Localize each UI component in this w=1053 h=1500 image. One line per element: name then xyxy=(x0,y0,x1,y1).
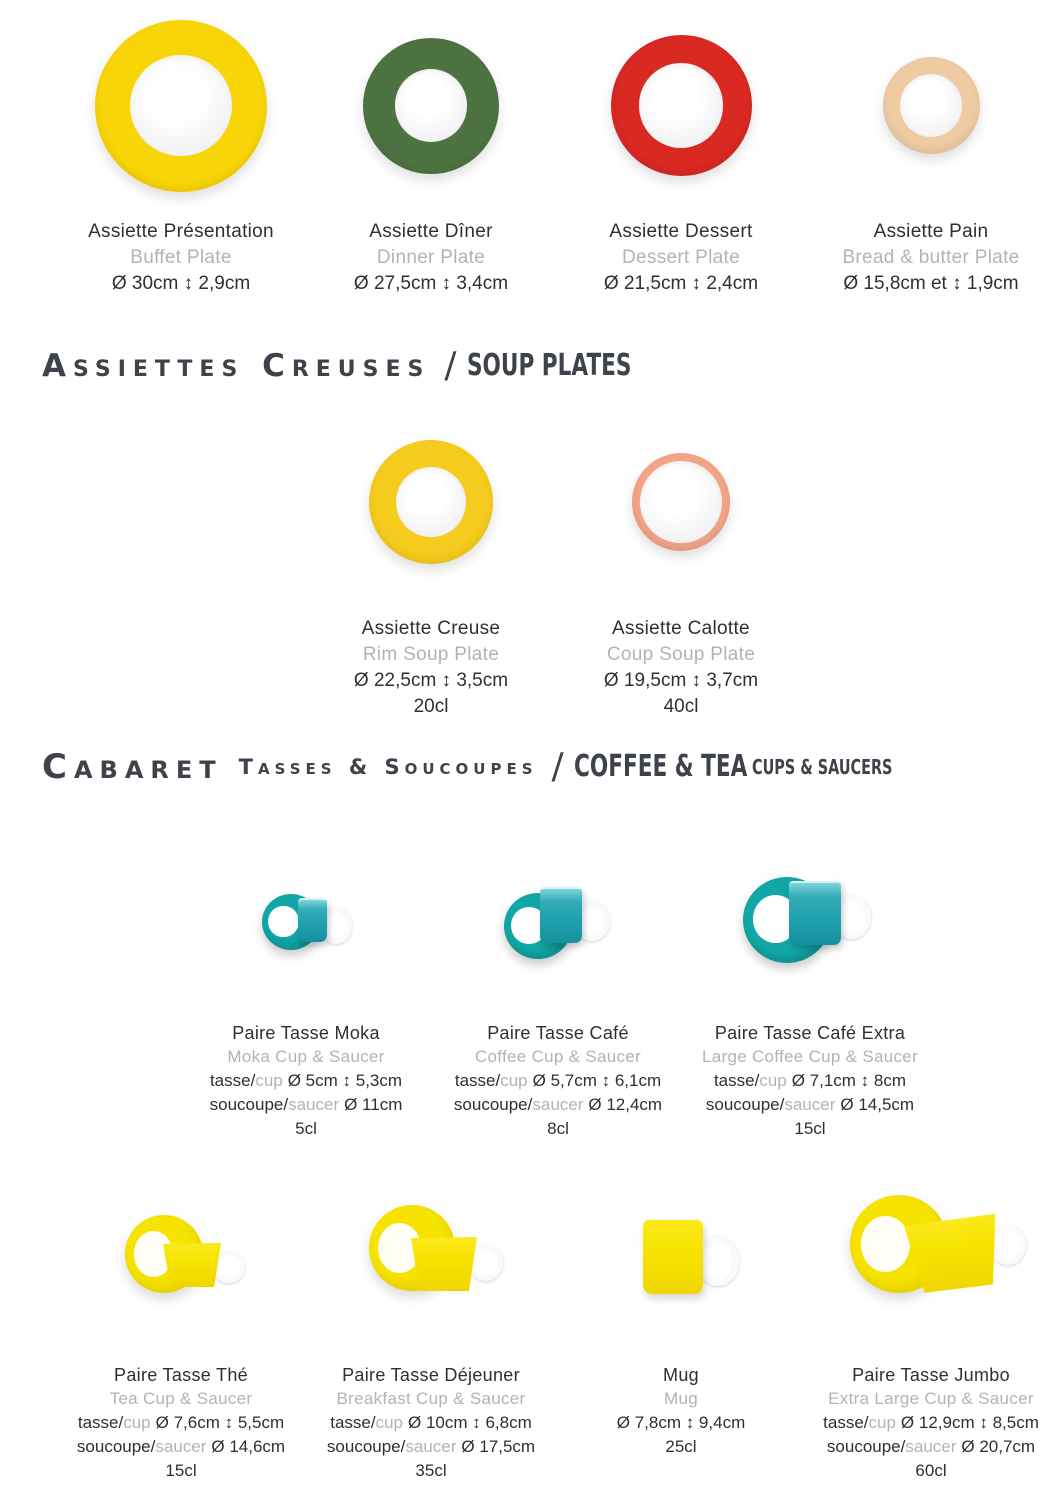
cup-image xyxy=(789,881,841,945)
cup-label-fr: tasse/ xyxy=(77,1413,124,1432)
cup-image xyxy=(163,1243,221,1287)
saucer-label-fr: soucoupe/ xyxy=(705,1095,785,1114)
tea-cups-row xyxy=(56,1187,1053,1483)
product-name: Paire Tasse Café Extra xyxy=(714,1023,906,1043)
saucer-dimensions-line xyxy=(210,1093,403,1117)
product-name: Assiette Dessert xyxy=(609,221,753,242)
saucer-dims: Ø 20,7cm xyxy=(961,1437,1036,1456)
saucer-dimensions-line xyxy=(454,1093,662,1117)
cup-dimensions-line xyxy=(454,1069,662,1093)
product-dimensions: Ø 22,5cm ↕ 3,5cm xyxy=(353,670,509,691)
large-coffee-cup-saucer-image xyxy=(729,859,891,981)
product-card-large-coffee-cup xyxy=(684,859,936,1141)
product-card-rim-soup-plate xyxy=(306,436,556,720)
saucer-label-en: saucer xyxy=(784,1095,836,1114)
mug-body-image xyxy=(643,1220,703,1294)
product-subtitle: Mug xyxy=(664,1389,698,1408)
jumbo-cup-saucer-image xyxy=(830,1189,1032,1327)
cup-dims: Ø 12,9cm ↕ 8,5cm xyxy=(900,1413,1039,1432)
product-capacity: 25cl xyxy=(665,1437,697,1456)
product-capacity: 35cl xyxy=(415,1461,447,1480)
product-photo xyxy=(432,859,684,981)
section-header-soup-plates xyxy=(42,345,1053,386)
product-capacity: 60cl xyxy=(915,1461,947,1480)
product-name: Paire Tasse Jumbo xyxy=(852,1365,1010,1385)
product-photo xyxy=(556,8,806,203)
cup-label-en: cup xyxy=(500,1071,528,1090)
saucer-dims: Ø 17,5cm xyxy=(461,1437,536,1456)
saucer-label-en: saucer xyxy=(532,1095,584,1114)
product-card-tea-cup xyxy=(56,1187,306,1483)
product-card-breakfast-cup xyxy=(306,1187,556,1483)
product-card-moka-cup xyxy=(180,859,432,1141)
section-header-cabaret xyxy=(42,746,1053,787)
cup-label-fr: tasse/ xyxy=(713,1071,760,1090)
product-label xyxy=(88,219,274,297)
section-subtitle-english: CUPS & SAUCERS xyxy=(752,754,893,779)
saucer-label-fr: soucoupe/ xyxy=(326,1437,406,1456)
product-label xyxy=(354,616,508,720)
cup-label-en: cup xyxy=(123,1413,151,1432)
cup-label-fr: tasse/ xyxy=(823,1413,869,1432)
saucer-label-fr: soucoupe/ xyxy=(453,1095,533,1114)
product-photo xyxy=(56,8,306,203)
cup-image xyxy=(540,887,582,943)
product-subtitle: Buffet Plate xyxy=(130,247,232,268)
cup-label-fr: tasse/ xyxy=(330,1413,376,1432)
cup-label-en: cup xyxy=(759,1071,787,1090)
product-card-buffet-plate xyxy=(56,8,306,297)
product-dimensions: Ø 21,5cm ↕ 2,4cm xyxy=(603,273,759,294)
product-photo xyxy=(806,8,1053,203)
product-name: Assiette Dîner xyxy=(369,221,493,242)
product-name: Assiette Présentation xyxy=(88,221,274,242)
product-label xyxy=(617,1363,745,1459)
product-label xyxy=(210,1021,403,1141)
product-label xyxy=(327,1363,535,1483)
saucer-label-en: saucer xyxy=(905,1437,957,1456)
product-subtitle: Rim Soup Plate xyxy=(362,644,500,665)
cup-image xyxy=(298,898,327,942)
product-name: Assiette Calotte xyxy=(612,618,750,639)
product-photo xyxy=(556,1187,806,1329)
collection-name: Cabaret xyxy=(42,746,223,787)
rim-soup-plate-image xyxy=(369,440,493,564)
cup-label-en: cup xyxy=(255,1071,283,1090)
cup-dims: Ø 7,1cm ↕ 8cm xyxy=(791,1071,907,1090)
product-photo xyxy=(306,8,556,203)
product-photo xyxy=(306,1187,556,1329)
cup-image xyxy=(411,1237,477,1291)
coffee-cup-saucer-image xyxy=(492,863,624,977)
saucer-dims: Ø 12,4cm xyxy=(588,1095,663,1114)
product-name: Paire Tasse Moka xyxy=(232,1023,380,1043)
saucer-dimensions-line xyxy=(77,1435,285,1459)
product-label xyxy=(604,219,758,297)
product-label xyxy=(702,1021,918,1141)
product-subtitle: Dessert Plate xyxy=(622,247,740,268)
product-subtitle: Dinner Plate xyxy=(376,247,486,268)
saucer-label-en: saucer xyxy=(155,1437,207,1456)
saucer-dimensions-line xyxy=(327,1435,535,1459)
mug-handle xyxy=(697,1236,739,1286)
cup-dims: Ø 10cm ↕ 6,8cm xyxy=(408,1413,532,1432)
cup-dimensions-line xyxy=(823,1411,1039,1435)
product-subtitle: Large Coffee Cup & Saucer xyxy=(701,1047,919,1066)
product-name: Paire Tasse Thé xyxy=(114,1365,248,1385)
section-title-english: SOUP PLATES xyxy=(466,348,632,383)
product-name: Assiette Creuse xyxy=(361,618,501,639)
product-name: Assiette Pain xyxy=(873,221,989,242)
section-title-french: Assiettes Creuses xyxy=(42,347,431,384)
product-card-dinner-plate xyxy=(306,8,556,297)
cup-dims: Ø 5cm ↕ 5,3cm xyxy=(287,1071,403,1090)
product-subtitle: Moka Cup & Saucer xyxy=(227,1047,385,1066)
product-name: Mug xyxy=(663,1365,699,1385)
product-capacity: 5cl xyxy=(295,1119,317,1138)
product-subtitle: Tea Cup & Saucer xyxy=(109,1389,253,1408)
cup-label-en: cup xyxy=(868,1413,896,1432)
product-card-jumbo-cup xyxy=(806,1187,1053,1483)
product-photo xyxy=(806,1187,1053,1329)
product-name: Paire Tasse Café xyxy=(487,1023,629,1043)
cup-dimensions-line xyxy=(327,1411,535,1435)
product-dimensions: Ø 7,8cm ↕ 9,4cm xyxy=(616,1413,746,1432)
saucer-label-en: saucer xyxy=(405,1437,457,1456)
product-card-coup-soup-plate xyxy=(556,436,806,720)
product-photo xyxy=(684,859,936,981)
cup-dimensions-line xyxy=(210,1069,403,1093)
product-dimensions: Ø 30cm ↕ 2,9cm xyxy=(111,273,251,294)
product-capacity: 20cl xyxy=(413,696,449,717)
product-label xyxy=(842,219,1019,297)
product-capacity: 40cl xyxy=(663,696,699,717)
mug-image xyxy=(615,1194,747,1322)
cup-dims: Ø 7,6cm ↕ 5,5cm xyxy=(155,1413,285,1432)
coffee-cups-row xyxy=(180,859,936,1141)
product-dimensions: Ø 27,5cm ↕ 3,4cm xyxy=(353,273,509,294)
product-photo xyxy=(306,436,556,568)
saucer-dims: Ø 11cm xyxy=(344,1095,403,1114)
tea-cup-saucer-image xyxy=(105,1199,257,1317)
saucer-label-fr: soucoupe/ xyxy=(209,1095,289,1114)
product-label xyxy=(454,1021,662,1141)
moka-cup-saucer-image xyxy=(246,866,366,974)
bread-plate-image xyxy=(883,57,980,154)
cup-dims: Ø 5,7cm ↕ 6,1cm xyxy=(532,1071,662,1090)
product-subtitle: Bread & butter Plate xyxy=(842,247,1020,268)
product-card-bread-plate xyxy=(806,8,1053,297)
saucer-label-fr: soucoupe/ xyxy=(826,1437,906,1456)
breakfast-cup-saucer-image xyxy=(345,1195,517,1321)
product-name: Paire Tasse Déjeuner xyxy=(342,1365,520,1385)
product-card-mug xyxy=(556,1187,806,1483)
cup-dimensions-line xyxy=(702,1069,918,1093)
product-label xyxy=(77,1363,285,1483)
product-photo xyxy=(180,859,432,981)
saucer-dims: Ø 14,6cm xyxy=(211,1437,286,1456)
dinner-plate-image xyxy=(363,38,499,174)
section-title-english: COFFEE & TEA xyxy=(573,749,748,784)
cup-handle xyxy=(990,1225,1026,1265)
section-title-french: Tasses & Soucoupes xyxy=(238,754,538,779)
product-label xyxy=(604,616,758,720)
cup-label-fr: tasse/ xyxy=(209,1071,256,1090)
product-capacity: 8cl xyxy=(547,1119,569,1138)
saucer-dims: Ø 14,5cm xyxy=(840,1095,915,1114)
product-subtitle: Extra Large Cup & Saucer xyxy=(828,1389,1034,1408)
product-photo xyxy=(56,1187,306,1329)
product-label xyxy=(354,219,508,297)
soup-plates-row xyxy=(56,436,1053,720)
saucer-dimensions-line xyxy=(823,1435,1039,1459)
product-photo xyxy=(556,436,806,568)
plates-row xyxy=(56,8,1053,297)
coup-soup-plate-image xyxy=(632,453,730,551)
saucer-label-en: saucer xyxy=(288,1095,340,1114)
separator-slash: / xyxy=(444,345,457,386)
product-dimensions: Ø 15,8cm et ↕ 1,9cm xyxy=(843,273,1019,294)
saucer-dimensions-line xyxy=(702,1093,918,1117)
product-label xyxy=(823,1363,1039,1483)
product-capacity: 15cl xyxy=(794,1119,826,1138)
product-card-coffee-cup xyxy=(432,859,684,1141)
cup-label-en: cup xyxy=(375,1413,403,1432)
cup-dimensions-line xyxy=(77,1411,285,1435)
separator-slash: / xyxy=(551,746,564,787)
saucer-label-fr: soucoupe/ xyxy=(76,1437,156,1456)
buffet-plate-image xyxy=(95,20,267,192)
cup-label-fr: tasse/ xyxy=(454,1071,501,1090)
product-dimensions: Ø 19,5cm ↕ 3,7cm xyxy=(603,670,759,691)
dessert-plate-image xyxy=(611,35,752,176)
product-subtitle: Coup Soup Plate xyxy=(606,644,756,665)
product-card-dessert-plate xyxy=(556,8,806,297)
product-subtitle: Coffee Cup & Saucer xyxy=(474,1047,642,1066)
product-subtitle: Breakfast Cup & Saucer xyxy=(336,1389,526,1408)
product-capacity: 15cl xyxy=(165,1461,197,1480)
